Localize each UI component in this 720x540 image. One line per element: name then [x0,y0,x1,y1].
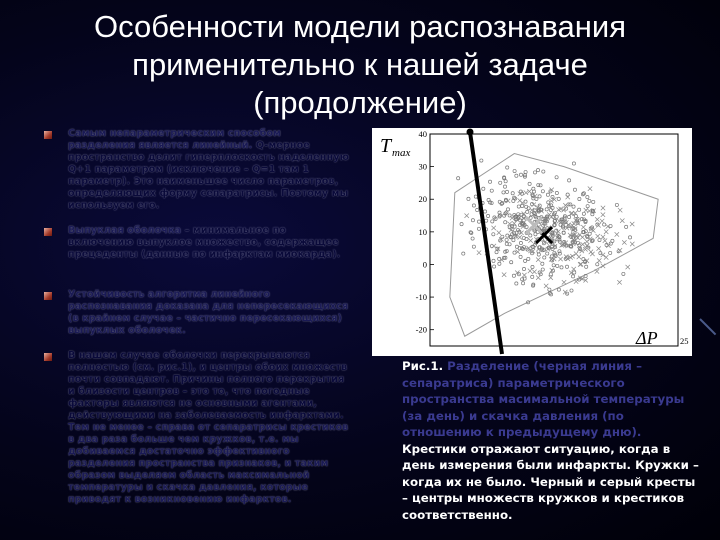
data-point-circle [536,169,539,172]
data-point-cross [491,226,495,230]
data-point-cross [532,202,536,206]
data-point-cross [615,232,619,236]
data-point-circle [511,192,514,195]
data-point-circle [506,166,509,169]
data-point-cross [507,222,511,226]
data-point-circle [472,204,475,207]
data-point-cross [604,230,608,234]
data-point-circle [519,255,522,258]
data-point-circle [534,233,537,236]
data-point-circle [585,265,588,268]
data-point-circle [588,232,591,235]
figure-caption [402,358,702,523]
data-point-cross [581,242,585,246]
data-point-circle [480,159,483,162]
data-point-circle [549,208,552,211]
data-point-circle [491,220,494,223]
data-point-circle [547,201,550,204]
data-point-cross [558,257,562,261]
data-point-circle [498,257,501,260]
data-point-circle [457,177,460,180]
data-point-circle [559,223,562,226]
data-point-circle [588,199,591,202]
data-point-circle [486,214,489,217]
data-point-circle [488,180,491,183]
data-point-cross [528,269,532,273]
data-point-cross [595,217,599,221]
data-point-circle [568,179,571,182]
bullet-highlight: Тем не менее – справа от сепаратрисы крестиков в два раза больше чем кружков, т.е. мы добиваемся достаточно эффективного разделения пространства признаков, и таким образом выделяем область максимальной температуры и скачка давления, которые приводят к возникновению инфарктов. [68,422,349,505]
bullet-marker-icon [44,228,52,236]
data-point-circle [570,289,573,292]
data-point-circle [477,227,480,230]
title-line-2: применительно к нашей задаче [132,47,588,82]
data-point-cross [524,191,528,195]
data-point-circle [515,174,518,177]
data-point-cross [630,242,634,246]
data-point-circle [543,256,546,259]
scatter-chart [372,128,692,356]
data-point-circle [518,247,521,250]
data-point-circle [503,185,506,188]
title-line-1: Особенности модели распознавания [94,9,626,44]
data-point-cross [606,243,610,247]
caption-rest: Крестики отражают ситуацию, когда в день измерения были инфаркты. Кружки – когда их не было. Черный и серый кресты – центры множеств кружков и крестиков соответственно. [402,441,699,522]
data-point-circle [573,188,576,191]
data-point-cross [617,280,621,284]
data-point-circle [525,225,528,228]
data-point-cross [536,275,540,279]
data-point-cross [579,262,583,266]
data-point-circle [596,263,599,266]
data-point-circle [477,220,480,223]
data-point-circle [510,261,513,264]
data-point-cross [606,224,610,228]
bullet-rest: В нашем случае оболочки перекрываются полностью (см. рис.1), и центры обоих множеств почти совпадают. Причины полного перекрытия и близости центров – это то, что погодные факторы являются не основными агентами, действующими на заболеваемость инфарктами. [68,350,348,421]
bullet-marker-icon [44,131,52,139]
data-point-circle [615,203,618,206]
data-point-circle [578,197,581,200]
data-point-cross [622,240,626,244]
data-point-cross [570,254,574,258]
data-point-cross [600,219,604,223]
data-point-circle [533,171,536,174]
data-point-circle [472,245,475,248]
data-point-circle [515,282,518,285]
data-point-circle [524,170,527,173]
data-point-circle [549,273,552,276]
data-point-circle [582,212,585,215]
data-point-circle [513,169,516,172]
bullet-rest: Q-мерное пространство делит гиперплоскость наделенную Q+1 параметром (исключение – Q=1 там 1 параметр). Это наименьшее число параметров, определяющих форму сепаратрисы. Поэтому мы используем его. [68,140,350,211]
data-point-cross [591,228,595,232]
y-axis-label: T [380,135,392,157]
x-axis-label: ΔP [636,328,658,348]
data-point-cross [532,270,536,274]
caption-highlight: Разделение (черная линия – сепаратриса) параметрического пространства масимальной температуры (за день) и скачка давления (по отношению к предыдущему дню). [402,359,685,439]
data-point-circle [552,264,555,267]
data-point-cross [575,236,579,240]
bullet-rest: – минимальное по включению выпуклое множество, содержащее прецеденты (данные по инфарктам миокарда). [68,225,341,260]
data-point-circle [493,265,496,268]
data-point-cross [596,246,600,250]
data-point-cross [601,264,605,268]
data-point-cross [477,250,481,254]
data-point-circle [504,221,507,224]
data-point-circle [506,208,509,211]
data-point-cross [618,208,622,212]
data-point-cross [596,234,600,238]
data-point-circle [628,236,631,239]
data-point-cross [536,257,540,261]
data-point-circle [555,176,558,179]
data-point-circle [592,200,595,203]
data-point-cross [562,280,566,284]
data-point-circle [505,190,508,193]
bullet-highlight: Выпуклая оболочка [68,225,182,236]
data-point-circle [571,275,574,278]
y-tick-label: 40 [418,129,427,139]
x-tick-label: 25 [680,336,689,346]
data-point-circle [483,210,486,213]
data-point-cross [556,229,560,233]
data-point-circle [556,264,559,267]
bullet-text [68,225,350,261]
data-point-circle [528,182,531,185]
data-point-circle [578,208,581,211]
data-point-circle [531,265,534,268]
data-point-circle [541,268,544,271]
data-point-circle [498,262,501,265]
data-point-circle [537,253,540,256]
data-point-circle [485,219,488,222]
data-point-cross [518,235,522,239]
data-point-circle [548,288,551,291]
data-point-circle [525,205,528,208]
data-point-circle [555,215,558,218]
data-point-cross [595,269,599,273]
data-point-cross [574,251,578,255]
data-point-circle [519,173,522,176]
data-point-circle [586,205,589,208]
bullet-marker-icon [44,292,52,300]
data-point-cross [626,265,630,269]
data-point-circle [545,208,548,211]
data-point-circle [560,266,563,269]
data-point-circle [492,233,495,236]
y-tick-label: -10 [415,292,427,303]
data-point-circle [539,184,542,187]
data-point-circle [512,239,515,242]
data-point-circle [524,259,527,262]
y-tick-label: -20 [415,324,427,335]
data-point-circle [538,204,541,207]
data-point-cross [597,258,601,262]
data-point-circle [517,205,520,208]
data-point-circle [476,208,479,211]
data-point-cross [564,255,568,259]
data-point-circle [531,275,534,278]
data-point-cross [601,253,605,257]
decorative-line [699,318,716,335]
data-point-circle [622,272,625,275]
title-line-3: (продолжение) [253,85,467,120]
data-point-circle [527,257,530,260]
data-point-circle [462,252,465,255]
data-point-cross [574,279,578,283]
data-point-cross [544,284,548,288]
data-point-cross [601,206,605,210]
data-point-circle [505,238,508,241]
data-point-circle [502,191,505,194]
data-point-circle [542,170,545,173]
data-point-cross [620,219,624,223]
data-point-circle [519,241,522,244]
data-point-cross [585,239,589,243]
data-point-cross [492,244,496,248]
data-point-circle [521,204,524,207]
y-tick-label: 30 [418,161,427,172]
data-point-circle [541,262,544,265]
data-point-circle [603,223,606,226]
slide-title [0,8,720,122]
data-point-circle [537,250,540,253]
data-point-circle [471,219,474,222]
data-point-circle [558,250,561,253]
data-point-circle [557,288,560,291]
data-point-circle [572,162,575,165]
bullet-text [68,289,350,337]
bullet-text [68,350,350,506]
data-point-cross [588,186,592,190]
data-point-cross [522,273,526,277]
data-point-cross [497,231,501,235]
data-point-circle [504,180,507,183]
data-point-circle [495,251,498,254]
data-point-circle [625,225,628,228]
data-point-circle [582,258,585,261]
data-point-cross [580,235,584,239]
bullet-highlight: Самым непараметрическим способом разделения является линейный. [68,128,282,151]
data-point-circle [572,205,575,208]
data-point-circle [565,265,568,268]
data-point-cross [566,195,570,199]
y-axis-label-sub: max [392,147,411,159]
data-point-cross [601,212,605,216]
data-point-circle [586,196,589,199]
data-point-cross [506,199,510,203]
data-point-cross [590,252,594,256]
data-point-cross [502,272,506,276]
data-point-circle [522,267,525,270]
data-point-cross [630,222,634,226]
data-point-cross [581,225,585,229]
data-point-circle [490,189,493,192]
caption-label: Рис.1. [402,359,444,373]
data-point-circle [546,193,549,196]
data-point-circle [530,213,533,216]
data-point-circle [529,234,532,237]
bullet-text [68,128,350,212]
bullet-marker-icon [44,353,52,361]
y-tick-label: 20 [418,194,427,205]
data-point-circle [467,197,470,200]
data-point-circle [482,187,485,190]
data-point-cross [528,238,532,242]
data-point-circle [471,237,474,240]
data-point-circle [609,251,612,254]
y-tick-label: 0 [422,259,427,270]
y-tick-label: 10 [418,226,427,237]
data-point-cross [464,213,468,217]
data-point-circle [492,259,495,262]
data-point-circle [557,197,560,200]
figure-chart [372,128,692,356]
data-point-circle [546,252,549,255]
data-point-circle [499,181,502,184]
data-point-circle [538,195,541,198]
separatrix-end-dot [467,129,474,136]
data-point-circle [460,223,463,226]
data-point-circle [521,282,524,285]
bullet-highlight: Устойчивость алгоритма линейного распознавания доказана для непересекающихся (в крайнем случае – частично пересекающихся) выпуклых оболочек. [68,289,349,336]
data-point-circle [512,199,515,202]
data-point-cross [518,192,522,196]
data-point-circle [506,234,509,237]
data-point-circle [541,190,544,193]
data-point-circle [555,191,558,194]
data-point-cross [527,189,531,193]
data-point-cross [604,255,608,259]
